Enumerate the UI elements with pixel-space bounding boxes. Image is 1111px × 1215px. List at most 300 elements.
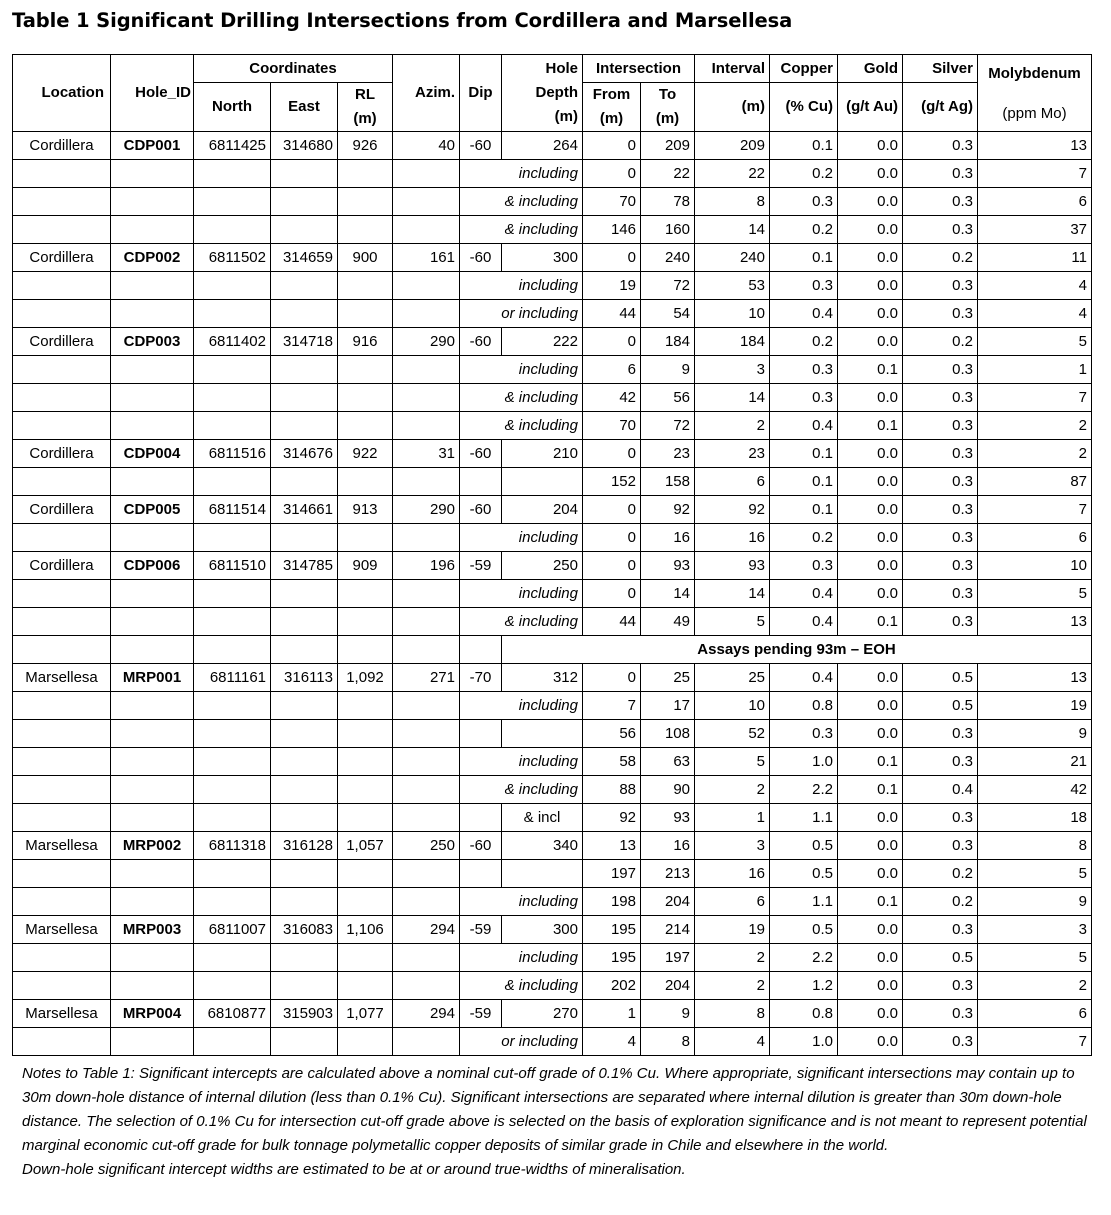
cell-intersection-to: 214: [641, 916, 695, 944]
cell-interval: 52: [695, 720, 770, 748]
cell-east: 316128: [271, 832, 338, 860]
cell-copper-grade: 0.8: [770, 1000, 838, 1028]
cell-interval: 22: [695, 160, 770, 188]
header-east: East: [271, 83, 338, 132]
table-row-hole: [13, 440, 1092, 468]
header-hole-depth-line1: Hole: [545, 60, 578, 77]
cell-gold-grade: 0.0: [838, 804, 903, 832]
cell-empty: [194, 272, 271, 300]
cell-empty: [194, 188, 271, 216]
cell-empty: [338, 272, 393, 300]
cell-empty: [338, 692, 393, 720]
cell-intersection-from: 4: [583, 1028, 641, 1056]
cell-copper-grade: 0.3: [770, 272, 838, 300]
cell-empty: [393, 1028, 460, 1056]
cell-molybdenum-grade: 3: [978, 916, 1092, 944]
cell-gold-grade: 0.0: [838, 328, 903, 356]
cell-hole-depth: 300: [502, 244, 583, 272]
table-row: [13, 776, 1092, 804]
cell-intersection-from: 0: [583, 244, 641, 272]
cell-empty: [271, 1028, 338, 1056]
cell-intersection-to: 78: [641, 188, 695, 216]
cell-empty: [194, 804, 271, 832]
cell-empty: [111, 860, 194, 888]
cell-rl: 1,057: [338, 832, 393, 860]
header-molybdenum-unit: (ppm Mo): [1002, 105, 1067, 122]
cell-empty: [194, 636, 271, 664]
cell-empty: [111, 636, 194, 664]
cell-empty: [271, 888, 338, 916]
cell-intersection-to: 72: [641, 272, 695, 300]
cell-empty: [194, 160, 271, 188]
cell-copper-grade: 0.5: [770, 860, 838, 888]
cell-molybdenum-grade: 6: [978, 1000, 1092, 1028]
cell-molybdenum-grade: 6: [978, 524, 1092, 552]
cell-hole-depth: 300: [502, 916, 583, 944]
cell-qualifier: & including: [460, 216, 583, 244]
cell-gold-grade: 0.0: [838, 300, 903, 328]
cell-molybdenum-grade: 4: [978, 272, 1092, 300]
cell-location: Cordillera: [13, 440, 111, 468]
cell-copper-grade: 0.3: [770, 384, 838, 412]
cell-silver-grade: 0.3: [903, 1000, 978, 1028]
cell-dip: -59: [460, 1000, 502, 1028]
cell-empty: [111, 776, 194, 804]
cell-qualifier: including: [460, 272, 583, 300]
cell-empty: [194, 1028, 271, 1056]
cell-interval: 19: [695, 916, 770, 944]
cell-empty: [460, 720, 502, 748]
cell-copper-grade: 0.4: [770, 608, 838, 636]
cell-intersection-from: 195: [583, 944, 641, 972]
cell-hole-depth: 210: [502, 440, 583, 468]
cell-empty: [194, 748, 271, 776]
cell-empty: [271, 580, 338, 608]
cell-empty: [393, 384, 460, 412]
cell-intersection-to: 25: [641, 664, 695, 692]
cell-empty: [271, 944, 338, 972]
cell-silver-grade: 0.2: [903, 860, 978, 888]
cell-location: Cordillera: [13, 244, 111, 272]
cell-hole-depth: 250: [502, 552, 583, 580]
table-row: [13, 300, 1092, 328]
cell-empty: [338, 468, 393, 496]
cell-empty: [271, 720, 338, 748]
cell-empty: [393, 860, 460, 888]
cell-empty: [111, 1028, 194, 1056]
cell-interval: 1: [695, 804, 770, 832]
cell-intersection-to: 204: [641, 972, 695, 1000]
cell-copper-grade: 2.2: [770, 944, 838, 972]
cell-hole-depth: 264: [502, 132, 583, 160]
cell-empty: [271, 860, 338, 888]
cell-molybdenum-grade: 18: [978, 804, 1092, 832]
cell-empty: [460, 860, 502, 888]
cell-interval: 184: [695, 328, 770, 356]
cell-dip: -59: [460, 916, 502, 944]
cell-molybdenum-grade: 5: [978, 944, 1092, 972]
cell-empty: [194, 888, 271, 916]
cell-intersection-to: 22: [641, 160, 695, 188]
cell-intersection-from: 146: [583, 216, 641, 244]
cell-azim: 250: [393, 832, 460, 860]
cell-location: Cordillera: [13, 496, 111, 524]
table-row: [13, 720, 1092, 748]
table-row: [13, 860, 1092, 888]
cell-intersection-from: 152: [583, 468, 641, 496]
cell-empty: [271, 160, 338, 188]
cell-qualifier: & including: [460, 384, 583, 412]
header-gold-unit: (g/t Au): [838, 83, 903, 132]
cell-silver-grade: 0.3: [903, 440, 978, 468]
cell-intersection-from: 44: [583, 300, 641, 328]
cell-empty: [13, 272, 111, 300]
table-row-hole: [13, 244, 1092, 272]
cell-gold-grade: 0.0: [838, 1000, 903, 1028]
header-silver-unit: (g/t Ag): [903, 83, 978, 132]
cell-copper-grade: 1.1: [770, 804, 838, 832]
cell-location: Marsellesa: [13, 664, 111, 692]
table-row-hole: [13, 916, 1092, 944]
cell-hole-id: CDP006: [111, 552, 194, 580]
cell-empty: [393, 748, 460, 776]
cell-empty: [194, 692, 271, 720]
cell-north: 6811318: [194, 832, 271, 860]
cell-empty: [393, 524, 460, 552]
table-body: [13, 132, 1092, 1056]
cell-empty: [271, 356, 338, 384]
cell-intersection-to: 213: [641, 860, 695, 888]
cell-empty: [13, 384, 111, 412]
cell-empty: [111, 888, 194, 916]
cell-copper-grade: 0.1: [770, 132, 838, 160]
cell-empty: [393, 608, 460, 636]
header-rl-label: RL: [355, 86, 375, 103]
cell-empty: [460, 636, 502, 664]
cell-intersection-from: 1: [583, 1000, 641, 1028]
cell-copper-grade: 0.4: [770, 664, 838, 692]
table-row: [13, 692, 1092, 720]
cell-intersection-from: 88: [583, 776, 641, 804]
header-rl-unit: (m): [353, 110, 377, 127]
cell-silver-grade: 0.5: [903, 692, 978, 720]
cell-rl: 900: [338, 244, 393, 272]
cell-intersection-from: 0: [583, 328, 641, 356]
cell-azim: 31: [393, 440, 460, 468]
cell-silver-grade: 0.3: [903, 496, 978, 524]
cell-gold-grade: 0.1: [838, 776, 903, 804]
cell-empty: [13, 216, 111, 244]
cell-copper-grade: 1.1: [770, 888, 838, 916]
cell-location: Cordillera: [13, 132, 111, 160]
cell-empty: [194, 972, 271, 1000]
cell-molybdenum-grade: 2: [978, 440, 1092, 468]
cell-silver-grade: 0.3: [903, 916, 978, 944]
cell-molybdenum-grade: 9: [978, 888, 1092, 916]
cell-empty: [111, 524, 194, 552]
cell-empty: [271, 468, 338, 496]
cell-interval: 8: [695, 188, 770, 216]
cell-interval: 53: [695, 272, 770, 300]
cell-empty: [271, 804, 338, 832]
header-interval: Interval: [695, 55, 770, 83]
cell-empty: [111, 804, 194, 832]
cell-gold-grade: 0.0: [838, 132, 903, 160]
cell-empty: [338, 300, 393, 328]
cell-hole-depth: 204: [502, 496, 583, 524]
cell-empty: [393, 944, 460, 972]
cell-empty: [111, 944, 194, 972]
cell-empty: [13, 720, 111, 748]
cell-hole-id: CDP005: [111, 496, 194, 524]
cell-empty: [338, 580, 393, 608]
cell-intersection-from: 0: [583, 496, 641, 524]
cell-azim: 290: [393, 496, 460, 524]
header-coordinates: Coordinates: [194, 55, 393, 83]
cell-molybdenum-grade: 7: [978, 160, 1092, 188]
cell-gold-grade: 0.1: [838, 356, 903, 384]
cell-rl: 916: [338, 328, 393, 356]
cell-gold-grade: 0.0: [838, 244, 903, 272]
cell-qualifier: including: [460, 888, 583, 916]
cell-gold-grade: 0.1: [838, 748, 903, 776]
cell-empty: [194, 860, 271, 888]
cell-empty: [338, 524, 393, 552]
cell-east: 314718: [271, 328, 338, 356]
cell-intersection-from: 0: [583, 664, 641, 692]
cell-molybdenum-grade: 87: [978, 468, 1092, 496]
cell-empty: [393, 720, 460, 748]
cell-interval: 23: [695, 440, 770, 468]
cell-interval: 25: [695, 664, 770, 692]
cell-empty: [111, 216, 194, 244]
cell-copper-grade: 0.1: [770, 440, 838, 468]
cell-empty: [460, 804, 502, 832]
cell-silver-grade: 0.3: [903, 804, 978, 832]
cell-location: Cordillera: [13, 328, 111, 356]
cell-azim: 196: [393, 552, 460, 580]
table-row-hole: [13, 328, 1092, 356]
cell-intersection-to: 16: [641, 524, 695, 552]
cell-empty: [271, 636, 338, 664]
cell-rl: 913: [338, 496, 393, 524]
cell-silver-grade: 0.3: [903, 524, 978, 552]
cell-intersection-to: 158: [641, 468, 695, 496]
cell-empty: [111, 748, 194, 776]
cell-hole-id: MRP001: [111, 664, 194, 692]
cell-empty: [393, 888, 460, 916]
cell-molybdenum-grade: 5: [978, 328, 1092, 356]
cell-rl: 1,077: [338, 1000, 393, 1028]
cell-copper-grade: 0.8: [770, 692, 838, 720]
drilling-intersections-table: [12, 54, 1092, 1056]
cell-molybdenum-grade: 9: [978, 720, 1092, 748]
cell-empty: [338, 972, 393, 1000]
table-row: [13, 468, 1092, 496]
header-to: [641, 83, 695, 132]
cell-empty: [393, 272, 460, 300]
cell-east: 314659: [271, 244, 338, 272]
cell-intersection-from: 197: [583, 860, 641, 888]
cell-silver-grade: 0.4: [903, 776, 978, 804]
cell-molybdenum-grade: 7: [978, 1028, 1092, 1056]
cell-gold-grade: 0.1: [838, 888, 903, 916]
cell-qualifier: & including: [460, 412, 583, 440]
cell-silver-grade: 0.2: [903, 888, 978, 916]
cell-intersection-to: 90: [641, 776, 695, 804]
notes-paragraph-1: Notes to Table 1: Significant intercepts are calculated above a nominal cut-off grade of 0.1% Cu. Where appropriate, significant intersections may contain up to 30m down-hole distance of internal dilution (less than 0.1% Cu). Significant intersections are separated where internal dilution is greater than 30m down-hole distance. The selection of 0.1% Cu for intersection cut-off grade above is selected on the basis of exploration significance and is not meant to represent potential marginal economic cut-off grade for bulk tonnage polymetallic copper deposits of similar grade in Chile and elsewhere in the world.: [22, 1065, 1087, 1154]
cell-location: Marsellesa: [13, 832, 111, 860]
table-row: [13, 384, 1092, 412]
cell-empty: [13, 524, 111, 552]
cell-empty: [271, 692, 338, 720]
table-row: [13, 1028, 1092, 1056]
cell-rl: 926: [338, 132, 393, 160]
cell-copper-grade: 1.0: [770, 1028, 838, 1056]
table-row: [13, 580, 1092, 608]
cell-silver-grade: 0.3: [903, 160, 978, 188]
cell-intersection-from: 92: [583, 804, 641, 832]
cell-east: 314785: [271, 552, 338, 580]
cell-gold-grade: 0.0: [838, 832, 903, 860]
cell-copper-grade: 2.2: [770, 776, 838, 804]
cell-azim: 271: [393, 664, 460, 692]
cell-intersection-to: 209: [641, 132, 695, 160]
cell-empty: [338, 636, 393, 664]
cell-qualifier: including: [460, 580, 583, 608]
cell-empty: [194, 776, 271, 804]
cell-qualifier: & incl: [502, 804, 583, 832]
table-row: [13, 216, 1092, 244]
header-hole-depth-line2: Depth: [535, 84, 578, 101]
cell-empty: [271, 776, 338, 804]
header-molybdenum: [978, 55, 1092, 132]
cell-east: 314661: [271, 496, 338, 524]
cell-east: 314680: [271, 132, 338, 160]
cell-north: 6811514: [194, 496, 271, 524]
cell-intersection-from: 70: [583, 412, 641, 440]
header-from-unit: (m): [599, 110, 624, 127]
cell-east: 314676: [271, 440, 338, 468]
cell-interval: 16: [695, 524, 770, 552]
cell-qualifier: or including: [460, 300, 583, 328]
cell-interval: 5: [695, 748, 770, 776]
cell-intersection-from: 0: [583, 552, 641, 580]
cell-hole-id: CDP001: [111, 132, 194, 160]
cell-copper-grade: 1.0: [770, 748, 838, 776]
cell-gold-grade: 0.0: [838, 272, 903, 300]
cell-dip: -60: [460, 132, 502, 160]
cell-molybdenum-grade: 6: [978, 188, 1092, 216]
cell-silver-grade: 0.5: [903, 944, 978, 972]
cell-empty: [194, 216, 271, 244]
cell-hole-depth: 312: [502, 664, 583, 692]
cell-intersection-from: 42: [583, 384, 641, 412]
cell-molybdenum-grade: 42: [978, 776, 1092, 804]
header-from: [583, 83, 641, 132]
cell-empty: [111, 608, 194, 636]
cell-empty: [13, 692, 111, 720]
cell-gold-grade: 0.0: [838, 944, 903, 972]
cell-empty: [271, 272, 338, 300]
header-silver: Silver: [903, 55, 978, 83]
cell-empty: [111, 720, 194, 748]
table-notes: [22, 1062, 1097, 1182]
cell-intersection-to: 72: [641, 412, 695, 440]
cell-gold-grade: 0.0: [838, 496, 903, 524]
cell-qualifier: including: [460, 356, 583, 384]
cell-hole-id: MRP004: [111, 1000, 194, 1028]
cell-dip: -70: [460, 664, 502, 692]
cell-interval: 4: [695, 1028, 770, 1056]
cell-intersection-to: 63: [641, 748, 695, 776]
cell-intersection-to: 93: [641, 804, 695, 832]
cell-intersection-from: 56: [583, 720, 641, 748]
cell-gold-grade: 0.0: [838, 216, 903, 244]
cell-silver-grade: 0.3: [903, 972, 978, 1000]
cell-gold-grade: 0.0: [838, 580, 903, 608]
cell-empty: [271, 300, 338, 328]
cell-intersection-from: 198: [583, 888, 641, 916]
cell-qualifier: & including: [460, 608, 583, 636]
cell-empty: [338, 608, 393, 636]
cell-empty: [111, 580, 194, 608]
cell-gold-grade: 0.0: [838, 384, 903, 412]
cell-north: 6811161: [194, 664, 271, 692]
cell-empty: [393, 636, 460, 664]
cell-north: 6811007: [194, 916, 271, 944]
cell-intersection-to: 23: [641, 440, 695, 468]
cell-empty: [111, 300, 194, 328]
cell-empty: [271, 608, 338, 636]
cell-intersection-from: 7: [583, 692, 641, 720]
cell-intersection-from: 0: [583, 580, 641, 608]
cell-empty: [271, 748, 338, 776]
cell-dip: -60: [460, 440, 502, 468]
cell-empty: [393, 804, 460, 832]
table-row-hole: [13, 832, 1092, 860]
cell-hole-id: MRP003: [111, 916, 194, 944]
cell-copper-grade: 0.3: [770, 188, 838, 216]
cell-gold-grade: 0.0: [838, 692, 903, 720]
cell-gold-grade: 0.1: [838, 608, 903, 636]
cell-silver-grade: 0.3: [903, 468, 978, 496]
cell-rl: 909: [338, 552, 393, 580]
cell-empty: [338, 412, 393, 440]
cell-empty: [13, 580, 111, 608]
cell-intersection-from: 19: [583, 272, 641, 300]
table-row: [13, 748, 1092, 776]
header-hole-id: Hole_ID: [111, 55, 194, 132]
cell-intersection-to: 14: [641, 580, 695, 608]
header-row-1: [13, 55, 1092, 83]
cell-qualifier: including: [460, 160, 583, 188]
cell-intersection-to: 197: [641, 944, 695, 972]
header-gold: Gold: [838, 55, 903, 83]
cell-empty: [271, 384, 338, 412]
header-hole-depth: [502, 55, 583, 132]
cell-qualifier: or including: [460, 1028, 583, 1056]
cell-empty: [13, 972, 111, 1000]
cell-empty: [111, 692, 194, 720]
cell-interval: 3: [695, 832, 770, 860]
cell-interval: 209: [695, 132, 770, 160]
cell-silver-grade: 0.3: [903, 272, 978, 300]
cell-qualifier: & including: [460, 188, 583, 216]
cell-empty: [393, 188, 460, 216]
cell-empty: [194, 356, 271, 384]
cell-molybdenum-grade: 5: [978, 580, 1092, 608]
